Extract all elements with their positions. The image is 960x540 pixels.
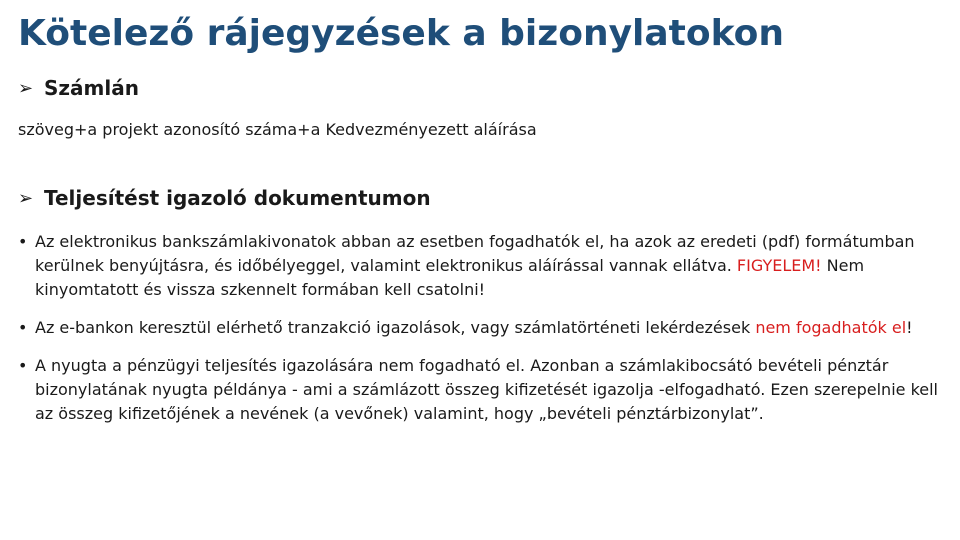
arrow-right-icon: ➢ <box>18 77 34 99</box>
list-item <box>18 354 938 426</box>
bullet-dot-icon: • <box>18 356 28 375</box>
section-heading-label: Számlán <box>44 76 139 100</box>
warning-highlight: FIGYELEM! <box>736 256 822 275</box>
list-item-text: A nyugta a pénzügyi teljesítés igazolására nem fogadható el. Azonban a számlakibocsátó bevételi pénztár bizonylatának nyugta példánya - ami a számlázott összeg kifizetését igazolja -elfogadható. Ezen szerepelnie kell az összeg kifizetőjének a nevének (a vevőnek) valamint, hogy „bevételi pénztárbizonylat”. <box>35 356 938 423</box>
section-heading-proof <box>18 186 431 210</box>
invoice-note: szöveg+a projekt azonosító száma+a Kedvezményezett aláírása <box>18 120 537 139</box>
arrow-right-icon: ➢ <box>18 187 34 209</box>
list-item-text <box>35 316 938 340</box>
bullet-dot-icon: • <box>18 232 28 251</box>
bullet-text: Az elektronikus bankszámlakivonatok abban az esetben fogadhatók el, ha azok az eredeti (pdf) formátumban kerülnek benyújtásra, és időbélyeggel, valamint elektronikus aláírással vannak ellátva. <box>35 232 915 275</box>
bullet-text: Az e-bankon keresztül elérhető tranzakció igazolások, vagy számlatörténeti lekérdezések <box>35 318 751 337</box>
page-title: Kötelező rájegyzések a bizonylatokon <box>18 13 784 54</box>
list-item <box>18 316 938 340</box>
section-heading-invoice <box>18 76 139 100</box>
section-heading-label: Teljesítést igazoló dokumentumon <box>44 186 431 210</box>
bullet-dot-icon: • <box>18 318 28 337</box>
bullet-text: Nem kinyomtatott és vissza szkennelt formában kell csatolni! <box>35 256 865 299</box>
warning-highlight: nem fogadhatók el <box>755 318 907 337</box>
list-item-text <box>35 230 938 302</box>
list-item <box>18 230 938 302</box>
bullet-text: ! <box>906 318 913 337</box>
bullet-list <box>18 230 938 440</box>
